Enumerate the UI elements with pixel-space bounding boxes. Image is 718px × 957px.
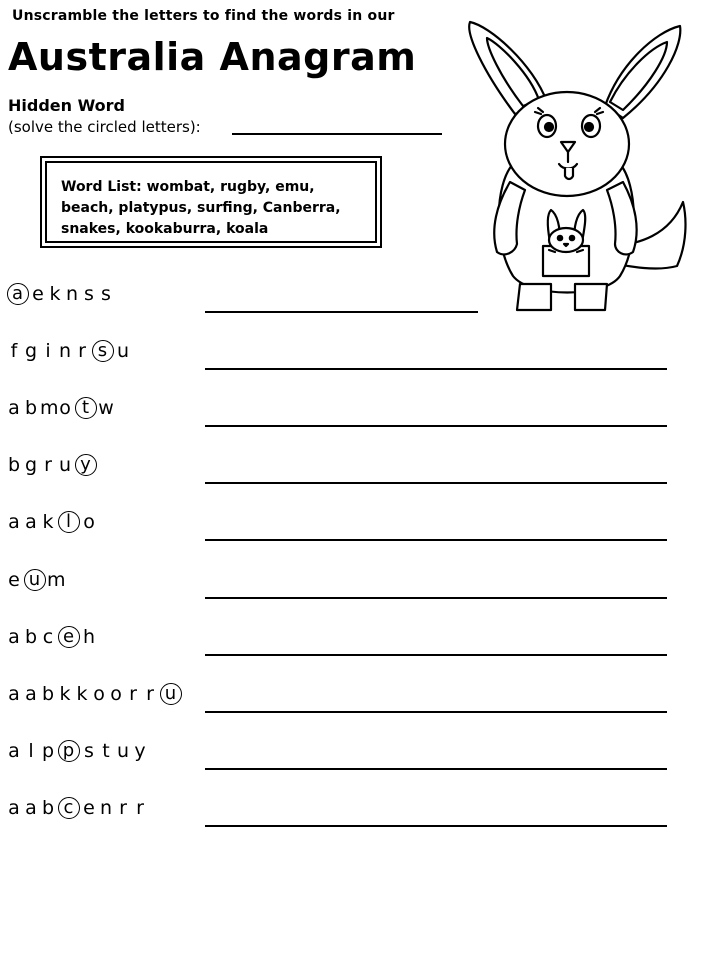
letter: a (8, 740, 21, 762)
letter: a (8, 683, 21, 705)
letter: h (82, 626, 97, 648)
letter: p (41, 740, 56, 762)
answer-line[interactable] (205, 425, 667, 427)
letter: r (44, 454, 53, 476)
letter: o (110, 683, 123, 705)
scrambled-letters (6, 736, 149, 766)
letter: u (116, 340, 131, 362)
letter: g (24, 454, 39, 476)
letter: e (83, 797, 96, 819)
letter: c (42, 626, 55, 648)
letter: r (136, 797, 145, 819)
letter: n (65, 283, 80, 305)
scrambled-letters (6, 622, 98, 652)
letter: o (83, 511, 96, 533)
word-list-line: beach, platypus, surfing, Canberra, (61, 200, 341, 216)
letter: r (78, 340, 87, 362)
letter: s (84, 283, 95, 305)
answer-line[interactable] (205, 539, 667, 541)
letter: n (99, 797, 114, 819)
letter: s (101, 283, 112, 305)
hidden-word-label: Hidden Word (8, 96, 126, 115)
letter: a (8, 797, 21, 819)
circled-letter: l (58, 511, 80, 533)
circled-letter: u (160, 683, 182, 705)
letter: a (8, 511, 21, 533)
letter: k (59, 683, 72, 705)
letter: y (134, 740, 147, 762)
answer-line[interactable] (205, 654, 667, 656)
letter: k (42, 511, 55, 533)
anagram-row (6, 793, 706, 823)
letter: m (40, 397, 60, 419)
answer-line[interactable] (205, 482, 667, 484)
letter: b (41, 797, 56, 819)
answer-line[interactable] (205, 368, 667, 370)
circled-letter: a (7, 283, 29, 305)
letter: i (45, 340, 52, 362)
circled-letter: s (92, 340, 114, 362)
letter: t (102, 740, 111, 762)
letter: e (32, 283, 45, 305)
anagram-row (6, 736, 706, 766)
intro-text: Unscramble the letters to find the words in our (12, 8, 395, 24)
letter: k (76, 683, 89, 705)
scrambled-letters (6, 793, 149, 823)
letter: r (119, 797, 128, 819)
anagram-row (6, 336, 706, 366)
anagram-row (6, 393, 706, 423)
circled-letter: p (58, 740, 80, 762)
anagram-row (6, 622, 706, 652)
circled-letter: u (24, 569, 46, 591)
answer-line[interactable] (205, 825, 667, 827)
word-list-inner (45, 161, 377, 243)
scrambled-letters (6, 565, 67, 595)
hidden-word-instruction: (solve the circled letters): (8, 118, 201, 136)
letter: w (98, 397, 115, 419)
scrambled-letters (6, 679, 183, 709)
anagram-row (6, 565, 706, 595)
scrambled-letters (6, 450, 98, 480)
letter: b (41, 683, 56, 705)
letter: e (8, 569, 21, 591)
scrambled-letters (6, 336, 132, 366)
letter: a (25, 683, 38, 705)
letter: r (129, 683, 138, 705)
scrambled-letters (6, 279, 115, 309)
anagram-row (6, 450, 706, 480)
letter: u (58, 454, 73, 476)
letter: u (116, 740, 131, 762)
letter: f (10, 340, 19, 362)
letter: k (49, 283, 62, 305)
answer-line[interactable] (205, 311, 478, 313)
circled-letter: t (75, 397, 97, 419)
letter: o (93, 683, 106, 705)
scrambled-letters (6, 507, 98, 537)
circled-letter: c (58, 797, 80, 819)
answer-line[interactable] (205, 768, 667, 770)
page-title: Australia Anagram (8, 35, 417, 79)
letter: o (59, 397, 72, 419)
anagram-row (6, 679, 706, 709)
letter: b (24, 626, 39, 648)
answer-line[interactable] (205, 711, 667, 713)
word-list-line: snakes, kookaburra, koala (61, 221, 269, 237)
letter: a (8, 397, 21, 419)
letter: a (8, 626, 21, 648)
letter: l (28, 740, 35, 762)
hidden-word-answer-line[interactable] (232, 133, 442, 135)
circled-letter: y (75, 454, 97, 476)
word-list-line: Word List: wombat, rugby, emu, (61, 179, 315, 195)
letter: s (84, 740, 95, 762)
letter: m (47, 569, 67, 591)
letter: r (146, 683, 155, 705)
letter: a (25, 511, 38, 533)
kangaroo-illustration (455, 14, 695, 314)
word-list-box (40, 156, 382, 248)
circled-letter: e (58, 626, 80, 648)
letter: g (24, 340, 39, 362)
anagram-row (6, 507, 706, 537)
answer-line[interactable] (205, 597, 667, 599)
letter: a (25, 797, 38, 819)
scrambled-letters (6, 393, 115, 423)
letter: b (24, 397, 39, 419)
letter: n (58, 340, 73, 362)
letter: b (7, 454, 22, 476)
